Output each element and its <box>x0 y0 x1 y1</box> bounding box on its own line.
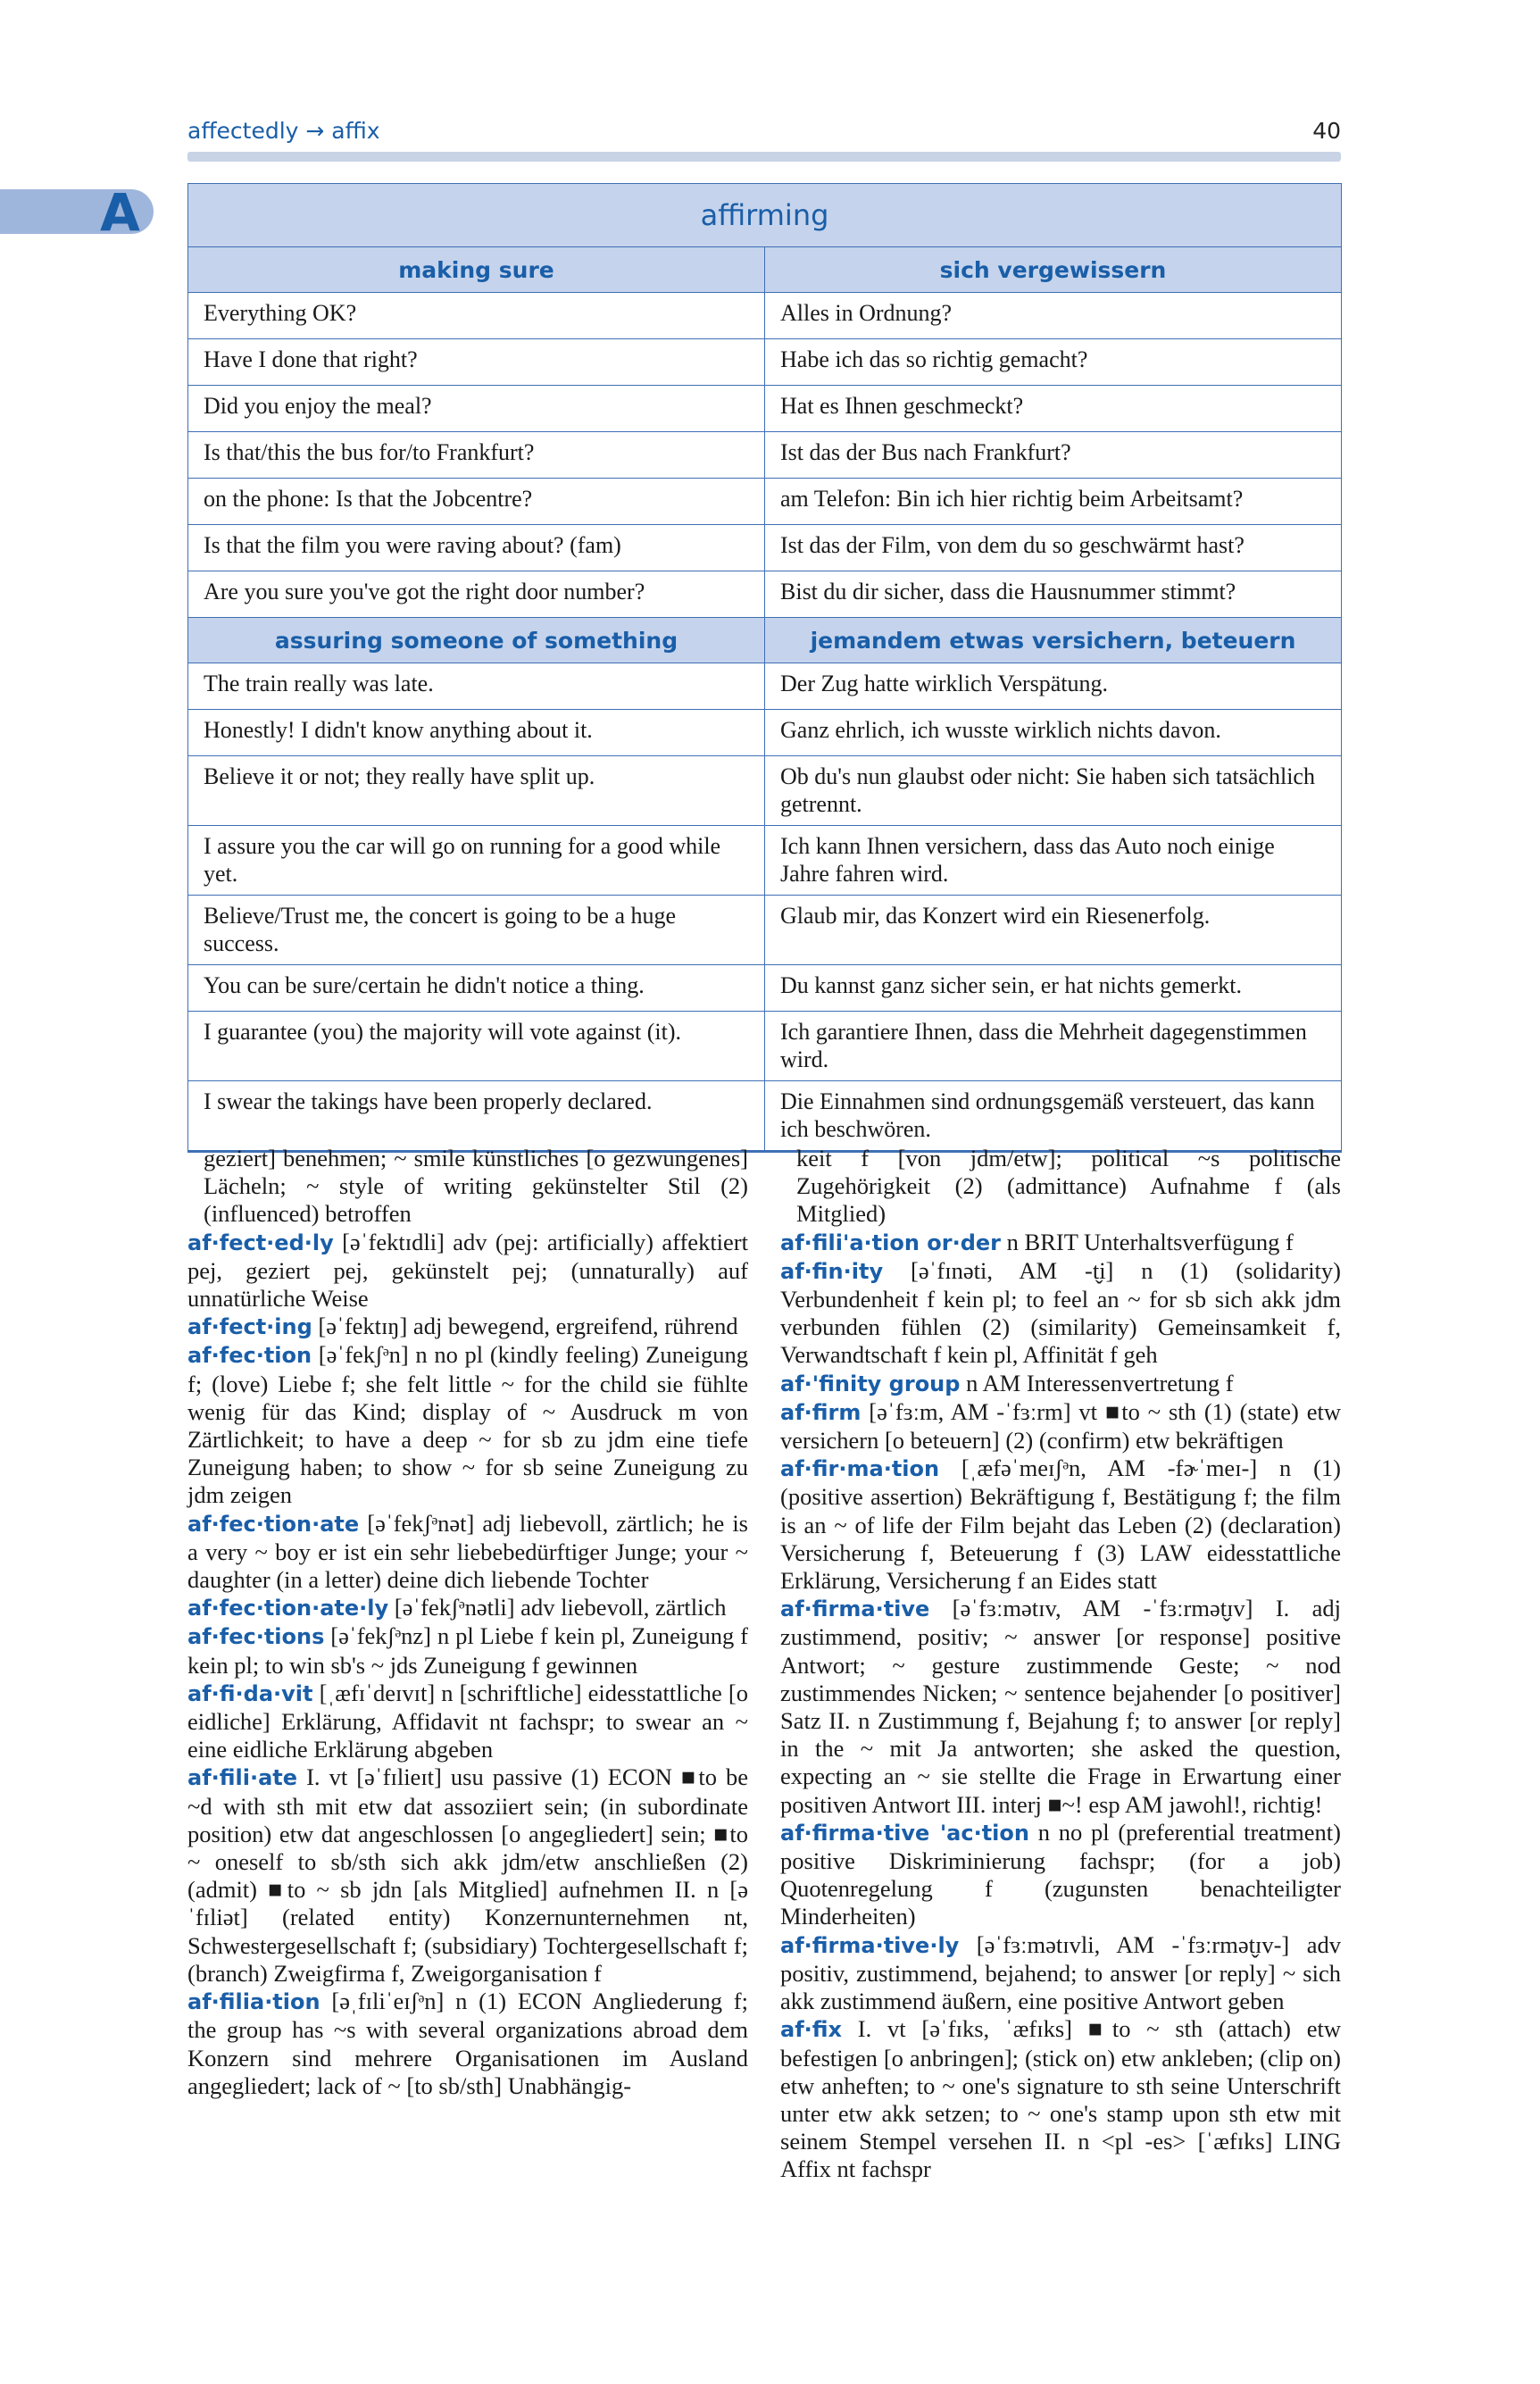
phrase-de: Hat es Ihnen geschmeckt? <box>765 386 1342 432</box>
headword: af·firma·tive <box>780 1596 930 1622</box>
headword: af·'finity group <box>780 1371 961 1396</box>
section-tab <box>0 182 154 243</box>
phrase-de: Der Zug hatte wirklich Verspätung. <box>765 663 1342 710</box>
phrase-en: Is that the film you were raving about? (fam) <box>188 525 765 571</box>
phrase-en: Did you enjoy the meal? <box>188 386 765 432</box>
headword: af·fin·ity <box>780 1258 884 1284</box>
running-head-text: affectedly → affix <box>187 118 380 144</box>
section-header-de: sich vergewissern <box>765 247 1342 293</box>
phrase-en: Have I done that right? <box>188 339 765 386</box>
phrase-de: Ist das der Film, von dem du so geschwärmt hast? <box>765 525 1342 571</box>
dictionary-entry: af·fec·tions [əˈfekʃᵊnz] n pl Liebe f kein pl, Zuneigung f kein pl; to win sb's ~ jds Zuneigung f gewinnen <box>187 1622 748 1679</box>
phrase-de: Ich garantiere Ihnen, dass die Mehrheit dagegenstimmen wird. <box>765 1012 1342 1081</box>
phrase-en: Is that/this the bus for/to Frankfurt? <box>188 432 765 479</box>
header-rule <box>187 152 1341 162</box>
headword: af·firma·tive 'ac·tion <box>780 1820 1029 1846</box>
phrase-de: Ob du's nun glaubst oder nicht: Sie haben sich tatsächlich getrennt. <box>765 756 1342 826</box>
headword: af·fect·ing <box>187 1314 312 1340</box>
phrase-en: I assure you the car will go on running for a good while yet. <box>188 826 765 896</box>
phrase-de: Die Einnahmen sind ordnungsgemäß versteuert, das kann ich beschwören. <box>765 1081 1342 1152</box>
section-header-en: assuring someone of something <box>188 618 765 663</box>
headword: af·fili·ate <box>187 1765 298 1791</box>
headword: af·fec·tion·ate <box>187 1511 360 1537</box>
dictionary-entry: af·fec·tion [əˈfekʃᵊn] n no pl (kindly feeling) Zuneigung f; (love) Liebe f; she felt little ~ for the child sie fühlte wenig für das Kind; display of ~ Ausdruck m von Zärtlichkeit; to have a deep ~ for sb zu jdm eine tiefe Zuneigung haben; to show ~ for sb seine Zuneigung zu jdm zeigen <box>187 1341 748 1509</box>
section-letter: A <box>100 182 140 243</box>
phrase-de: Ist das der Bus nach Frankfurt? <box>765 432 1342 479</box>
phrase-de: Ganz ehrlich, ich wusste wirklich nichts davon. <box>765 710 1342 756</box>
dictionary-entry: af·fect·ing [əˈfektɪŋ] adj bewegend, ergreifend, rührend <box>187 1313 738 1340</box>
dictionary-entry: af·fix I. vt [əˈfɪks, ˈæfɪks] ■to ~ sth (attach) etw befestigen [o anbringen]; (stick on) etw ankleben; (clip on) etw anheften; to ~ one's signature to sth seine Unterschrift unter etw akk setzen; to ~ one's stamp upon sth etw mit seinem Stempel versehen II. n <pl -es> [ˈæfɪks] LING Affix nt fachspr <box>780 2015 1341 2183</box>
phrase-en: I guarantee (you) the majority will vote against (it). <box>188 1012 765 1081</box>
phrase-de: Habe ich das so richtig gemacht? <box>765 339 1342 386</box>
phrase-en: Believe it or not; they really have split up. <box>188 756 765 826</box>
dictionary-entry: af·fili·ate I. vt [əˈfɪlieɪt] usu passive (1) ECON ■to be ~d with sth mit etw dat assoziiert sein; (in subordinate position) etw dat angeschlossen [o angegliedert] sein; ■to ~ oneself to sb/sth sich akk jdm/etw anschließen (2) (admit) ■to ~ sb jdn [als Mitglied] aufnehmen II. n [əˈfɪliət] (related entity) Konzernunternehmen nt, Schwestergesellschaft f; (subsidiary) Tochtergesellschaft f; (branch) Zweigfirma f, Zweigorganisation f <box>187 1763 748 1987</box>
section-header-en: making sure <box>188 247 765 293</box>
dictionary-entry: af·firma·tive [əˈfɜːmətɪv, AM -ˈfɜːrmət̬ɪv] I. adj zustimmend, positiv; ~ answer [or response] positive Antwort; ~ gesture zustimmende Geste; ~ nod zustimmendes Nicken; ~ sentence bejahender [o positiver] Satz II. n Zustimmung f, Bejahung f; to answer [or reply] in the ~ mit Ja antworten; she asked the question, expecting an ~ sie stellte die Frage in Erwartung einer positiven Antwort III. interj ■~! esp AM jawohl!, richtig! <box>780 1595 1341 1818</box>
headword: af·fect·ed·ly <box>187 1230 334 1255</box>
phrase-de: Ich kann Ihnen versichern, dass das Auto noch einige Jahre fahren wird. <box>765 826 1342 896</box>
headword: af·fir·ma·tion <box>780 1456 940 1482</box>
phrase-de: am Telefon: Bin ich hier richtig beim Arbeitsamt? <box>765 479 1342 525</box>
phrase-en: on the phone: Is that the Jobcentre? <box>188 479 765 525</box>
headword: af·fix <box>780 2017 843 2043</box>
phrase-en: Honestly! I didn't know anything about it. <box>188 710 765 756</box>
phrase-en: Are you sure you've got the right door number? <box>188 571 765 618</box>
entry-continuation: geziert] benehmen; ~ smile künstliches [o gezwungenes] Lächeln; ~ style of writing gekünstelter Stil (2) (influenced) betroffen <box>204 1145 748 1228</box>
section-header-de: jemandem etwas versichern, beteuern <box>765 618 1342 663</box>
headword: af·fili'a·tion or·der <box>780 1230 1002 1255</box>
phrase-de: Bist du dir sicher, dass die Hausnummer stimmt? <box>765 571 1342 618</box>
headword: af·filia·tion <box>187 1989 320 2015</box>
panel-title: affirming <box>188 184 1342 247</box>
headword: af·firma·tive·ly <box>780 1932 960 1958</box>
affirming-panel <box>187 183 1342 1153</box>
headword: af·fi·da·vit <box>187 1680 313 1706</box>
dictionary-entry: af·fect·ed·ly [əˈfektɪdli] adv (pej: artificially) affektiert pej, geziert pej, gekünstelt pej; (unnaturally) auf unnatürliche Weise <box>187 1228 748 1313</box>
phrase-de: Du kannst ganz sicher sein, er hat nichts gemerkt. <box>765 965 1342 1012</box>
phrase-en: The train really was late. <box>188 663 765 710</box>
headword: af·firm <box>780 1399 862 1425</box>
dictionary-entry: af·fec·tion·ate [əˈfekʃᵊnət] adj liebevoll, zärtlich; he is a very ~ boy er ist ein sehr liebebedürftiger Junge; your ~ daughter (in a letter) deine dich liebende Tochter <box>187 1509 748 1594</box>
entry-continuation: keit f [von jdm/etw]; political ~s politische Zugehörigkeit (2) (admittance) Aufnahme f (als Mitglied) <box>796 1145 1341 1228</box>
phrase-en: You can be sure/certain he didn't notice a thing. <box>188 965 765 1012</box>
dictionary-entry: af·firma·tive·ly [əˈfɜːmətɪvli, AM -ˈfɜːrmət̬ɪv-] adv positiv, zustimmend, bejahend; to answer [or reply] ~ sich akk zustimmend äußern, eine positive Antwort geben <box>780 1930 1341 2015</box>
dictionary-entry: af·firm [əˈfɜːm, AM -ˈfɜːrm] vt ■to ~ sth (1) (state) etw versichern [o beteuern] (2) (confirm) etw bekräftigen <box>780 1397 1341 1455</box>
dictionary-entry: af·fec·tion·ate·ly [əˈfekʃᵊnətli] adv liebevoll, zärtlich <box>187 1594 727 1621</box>
page-number: 40 <box>1312 118 1341 144</box>
dictionary-entry: af·filia·tion [əˌfɪliˈeɪʃᵊn] n (1) ECON Angliederung f; the group has ~s with several organizations abroad dem Konzern sind mehrere Organisationen im Ausland angegliedert; lack of ~ [to sb/sth] Unabhängig- <box>187 1988 748 2099</box>
dictionary-entry: af·fili'a·tion or·der n BRIT Unterhaltsverfügung f <box>780 1228 1294 1255</box>
phrase-de: Glaub mir, das Konzert wird ein Riesenerfolg. <box>765 896 1342 965</box>
phrase-en: Believe/Trust me, the concert is going to be a huge success. <box>188 896 765 965</box>
running-head <box>187 118 1341 144</box>
dictionary-column-left <box>187 1145 748 2100</box>
phrase-de: Alles in Ordnung? <box>765 293 1342 339</box>
dictionary-entry: af·fi·da·vit [ˌæfɪˈdeɪvɪt] n [schriftliche] eidesstattliche [o eidliche] Erklärung, Affidavit nt fachspr; to swear an ~ eine eidliche Erklärung abgeben <box>187 1679 748 1763</box>
headword: af·fec·tion·ate·ly <box>187 1596 389 1621</box>
phrase-en: Everything OK? <box>188 293 765 339</box>
dictionary-entry: af·'finity group n AM Interessenvertretung f <box>780 1369 1234 1396</box>
dictionary-entry: af·firma·tive 'ac·tion n no pl (preferential treatment) positive Diskriminierung fachspr; (for a job) Quotenregelung f (zugunsten benachteiligter Minderheiten) <box>780 1818 1341 1930</box>
dictionary-entry: af·fir·ma·tion [ˌæfəˈmeɪʃᵊn, AM -fɚˈmeɪ-] n (1) (positive assertion) Bekräftigung f, Bestätigung f; the film is an ~ of life der Film bejaht das Leben (2) (declaration) Versicherung f, Beteuerung f (3) LAW eidesstattliche Erklärung, Versicherung f an Eides statt <box>780 1455 1341 1595</box>
headword: af·fec·tion <box>187 1343 312 1369</box>
dictionary-column-right <box>780 1145 1341 2184</box>
dictionary-entry: af·fin·ity [əˈfɪnəti, AM -t̬i] n (1) (solidarity) Verbundenheit f kein pl; to feel an ~ for sb sich akk jdm verbunden fühlen (2) (similarity) Gemeinsamkeit f, Verwandtschaft f kein pl, Affinität f geh <box>780 1256 1341 1369</box>
headword: af·fec·tions <box>187 1624 325 1650</box>
phrase-en: I swear the takings have been properly declared. <box>188 1081 765 1152</box>
